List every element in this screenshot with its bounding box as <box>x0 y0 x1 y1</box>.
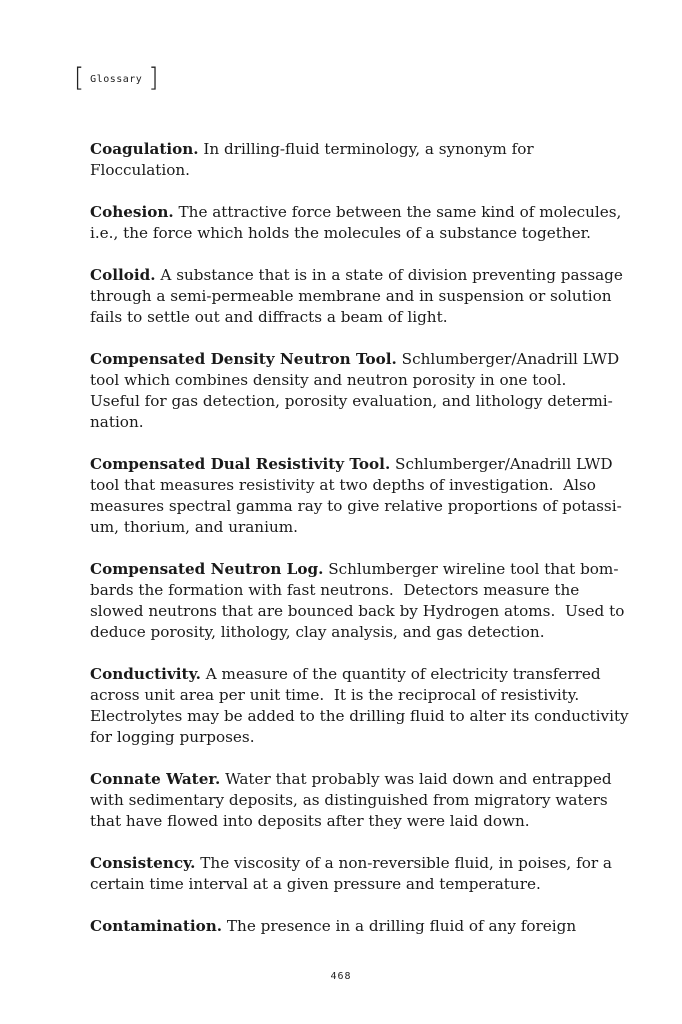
entry-line <box>90 475 610 496</box>
entry-line <box>90 349 620 370</box>
entry-line <box>90 790 610 811</box>
entry-line <box>90 559 619 580</box>
entry-definition-text: tool that measures resistivity at two depths of investigation. Also <box>90 476 596 494</box>
entry-line <box>90 286 610 307</box>
entry-line <box>90 517 610 538</box>
entry-line <box>90 454 613 475</box>
glossary-entry <box>90 769 610 832</box>
entry-definition-text: that have flowed into deposits after they were laid down. <box>90 812 530 830</box>
entry-term: Connate Water. <box>90 770 221 788</box>
entry-definition-text: for logging purposes. <box>90 728 255 746</box>
header-bracket-right: ] <box>148 63 159 93</box>
entry-term: Cohesion. <box>90 203 174 221</box>
header-bracket-left: [ <box>74 63 85 93</box>
glossary-entries <box>90 139 629 958</box>
entry-definition-text: A measure of the quantity of electricity transferred <box>200 665 601 683</box>
entry-line <box>90 580 610 601</box>
entry-term: Contamination. <box>90 917 223 935</box>
entry-definition-text: with sedimentary deposits, as distinguished from migratory waters <box>90 791 608 809</box>
entry-term: Colloid. <box>90 266 156 284</box>
glossary-entry <box>90 559 625 643</box>
entry-term: Compensated Neutron Log. <box>90 560 324 578</box>
section-title: Glossary <box>90 73 143 85</box>
entry-definition-text: Water that probably was laid down and entrapped <box>220 770 612 788</box>
entry-definition-text: The attractive force between the same kind of molecules, <box>173 203 622 221</box>
entry-line <box>90 727 610 748</box>
entry-definition-text: certain time interval at a given pressure and temperature. <box>90 875 541 893</box>
entry-line <box>90 916 610 937</box>
glossary-entry <box>90 454 622 538</box>
entry-definition-text: nation. <box>90 413 144 431</box>
entry-term: Conductivity. <box>90 665 201 683</box>
running-header <box>74 64 158 92</box>
entry-line <box>90 496 622 517</box>
entry-line <box>90 160 610 181</box>
page-number: 468 <box>330 971 352 982</box>
entry-definition-text: across unit area per unit time. It is the reciprocal of resistivity. <box>90 686 580 704</box>
entry-definition-text: measures spectral gamma ray to give relative proportions of potassi- <box>90 497 622 515</box>
glossary-entry <box>90 139 610 181</box>
glossary-entry <box>90 265 623 328</box>
entry-definition-text: The viscosity of a non-reversible fluid, in poises, for a <box>195 854 612 872</box>
entry-definition-text: i.e., the force which holds the molecules of a substance together. <box>90 224 592 242</box>
entry-definition-text: bards the formation with fast neutrons. Detectors measure the <box>90 581 580 599</box>
entry-line <box>90 265 623 286</box>
entry-line <box>90 664 610 685</box>
entry-definition-text: through a semi-permeable membrane and in suspension or solution <box>90 287 612 305</box>
entry-term: Compensated Density Neutron Tool. <box>90 350 397 368</box>
entry-term: Coagulation. <box>90 140 199 158</box>
entry-line <box>90 853 610 874</box>
glossary-entry <box>90 664 629 748</box>
entry-definition-text: tool which combines density and neutron porosity in one tool. <box>90 371 567 389</box>
entry-line <box>90 685 610 706</box>
entry-definition-text: um, thorium, and uranium. <box>90 518 298 536</box>
entry-definition-text: Schlumberger wireline tool that bom- <box>323 560 619 578</box>
entry-definition-text: Schlumberger/Anadrill LWD <box>390 455 613 473</box>
entry-line <box>90 769 610 790</box>
entry-line <box>90 622 610 643</box>
entry-line <box>90 307 610 328</box>
entry-line <box>90 874 610 895</box>
entry-line <box>90 811 610 832</box>
entry-line <box>90 223 610 244</box>
entry-definition-text: deduce porosity, lithology, clay analysis, and gas detection. <box>90 623 545 641</box>
glossary-entry <box>90 202 622 244</box>
entry-line <box>90 706 629 727</box>
entry-definition-text: In drilling-fluid terminology, a synonym for <box>198 140 534 158</box>
entry-line <box>90 370 610 391</box>
entry-line <box>90 412 610 433</box>
entry-line <box>90 601 625 622</box>
entry-line <box>90 202 622 223</box>
entry-definition-text: The presence in a drilling fluid of any foreign <box>222 917 577 935</box>
entry-definition-text: Flocculation. <box>90 161 190 179</box>
entry-definition-text: Useful for gas detection, porosity evaluation, and lithology determi- <box>90 392 613 410</box>
glossary-entry <box>90 349 620 433</box>
entry-definition-text: slowed neutrons that are bounced back by Hydrogen atoms. Used to <box>90 602 625 620</box>
entry-line <box>90 139 610 160</box>
glossary-entry <box>90 916 610 937</box>
entry-definition-text: A substance that is in a state of division preventing passage <box>155 266 623 284</box>
entry-definition-text: Electrolytes may be added to the drilling fluid to alter its conductivity <box>90 707 629 725</box>
entry-term: Consistency. <box>90 854 196 872</box>
entry-term: Compensated Dual Resistivity Tool. <box>90 455 391 473</box>
entry-definition-text: fails to settle out and diffracts a beam of light. <box>90 308 448 326</box>
entry-line <box>90 391 613 412</box>
entry-definition-text: Schlumberger/Anadrill LWD <box>396 350 620 368</box>
glossary-entry <box>90 853 610 895</box>
